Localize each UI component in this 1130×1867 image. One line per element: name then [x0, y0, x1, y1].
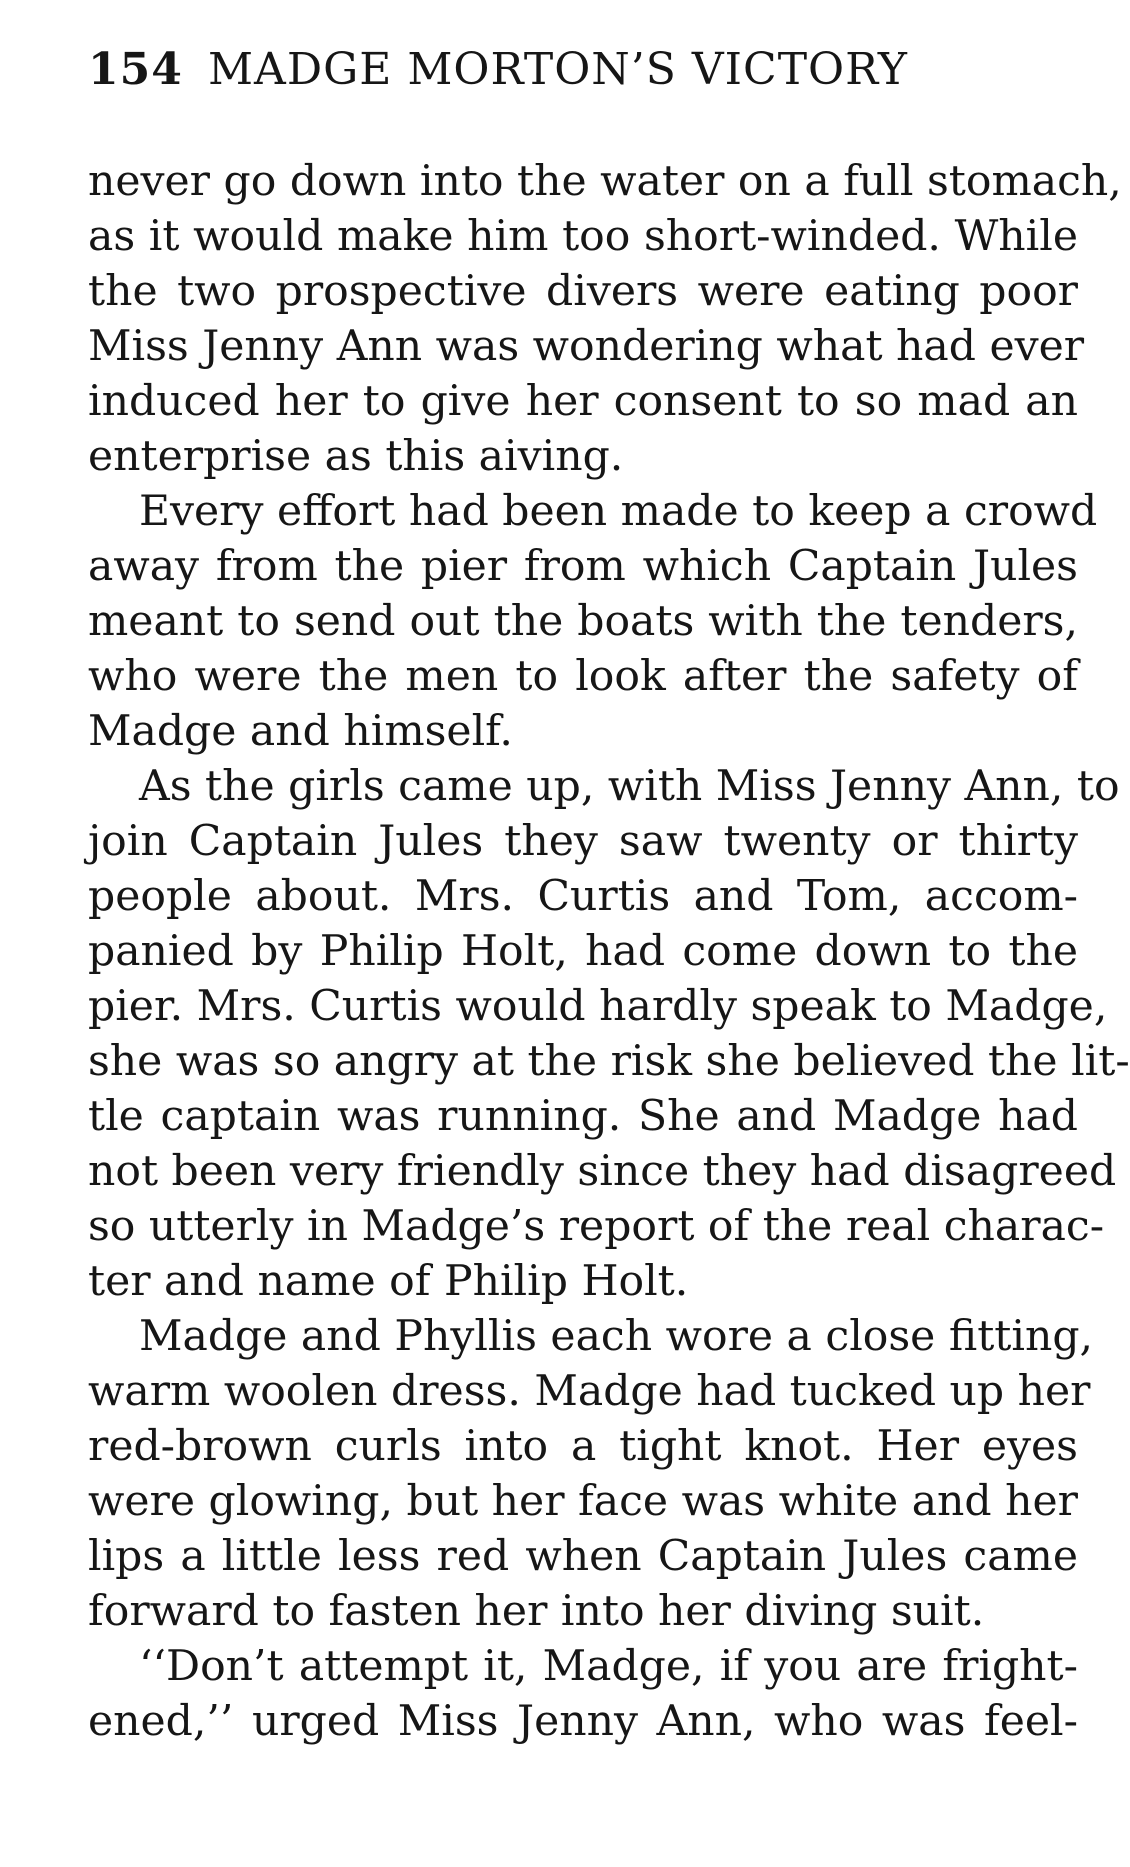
- text-line: were glowing, but her face was white and her: [88, 1477, 1078, 1526]
- text-line: panied by Philip Holt, had come down to the: [88, 927, 1078, 976]
- text-line: Madge and Phyllis each wore a close fitting,: [139, 1312, 1094, 1361]
- text-line: ened,’’ urged Miss Jenny Ann, who was feel-: [88, 1697, 1078, 1746]
- text-line: Every effort had been made to keep a crowd: [139, 487, 1098, 536]
- text-line: so utterly in Madge’s report of the real charac-: [88, 1202, 1105, 1251]
- text-line: away from the pier from which Captain Jules: [88, 542, 1078, 591]
- paragraph: [88, 484, 1098, 759]
- text-line: the two prospective divers were eating poor: [88, 267, 1078, 316]
- text-line: never go down into the water on a full stomach,: [88, 157, 1122, 206]
- text-line: tle captain was running. She and Madge had: [88, 1092, 1078, 1141]
- text-line: Madge and himself.: [88, 707, 513, 756]
- text-line: ‘‘Don’t attempt it, Madge, if you are fright-: [139, 1642, 1078, 1691]
- text-line: induced her to give her consent to so mad an: [88, 377, 1078, 426]
- text-line: not been very friendly since they had disagreed: [88, 1147, 1117, 1196]
- paragraph: [88, 1309, 1094, 1639]
- text-line: join Captain Jules they saw twenty or thirty: [88, 817, 1078, 866]
- text-line: she was so angry at the risk she believed the lit-: [88, 1037, 1130, 1086]
- text-line: ter and name of Philip Holt.: [88, 1257, 689, 1306]
- text-line: as it would make him too short-winded. While: [88, 212, 1078, 261]
- text-line: people about. Mrs. Curtis and Tom, accom-: [88, 872, 1078, 921]
- paragraph: [88, 759, 1130, 1309]
- body-text: [88, 154, 1130, 1749]
- running-title: MADGE MORTON’S VICTORY: [208, 44, 908, 95]
- paragraph: [88, 154, 1122, 484]
- text-line: enterprise as this aiving.: [88, 432, 624, 481]
- text-line: As the girls came up, with Miss Jenny Ann, to: [139, 762, 1120, 811]
- paragraph: [88, 1639, 1078, 1749]
- page-number: 154: [88, 44, 183, 95]
- text-line: warm woolen dress. Madge had tucked up her: [88, 1367, 1091, 1416]
- text-line: pier. Mrs. Curtis would hardly speak to Madge,: [88, 982, 1108, 1031]
- text-line: red-brown curls into a tight knot. Her eyes: [88, 1422, 1078, 1471]
- text-line: meant to send out the boats with the tenders,: [88, 597, 1078, 646]
- text-line: who were the men to look after the safety of: [88, 652, 1078, 701]
- text-line: lips a little less red when Captain Jules came: [88, 1532, 1078, 1581]
- text-line: Miss Jenny Ann was wondering what had ever: [88, 322, 1085, 371]
- text-line: forward to fasten her into her diving suit.: [88, 1587, 985, 1636]
- running-head: [88, 40, 988, 100]
